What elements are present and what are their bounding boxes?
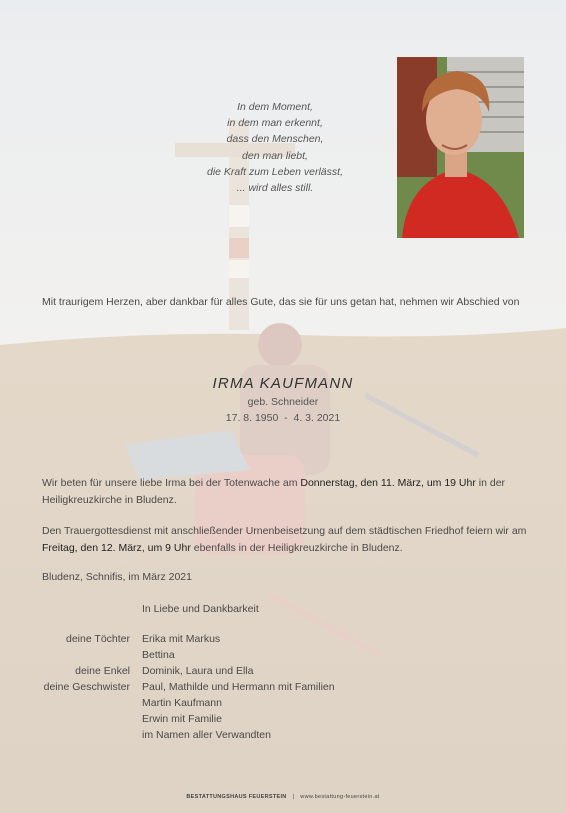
family-names: im Namen aller Verwandten bbox=[142, 729, 271, 741]
closing-line: In Liebe und Dankbarkeit bbox=[142, 603, 259, 615]
footer-separator: | bbox=[292, 794, 295, 800]
poem-line: ... wird alles still. bbox=[236, 182, 314, 195]
family-names: Dominik, Laura und Ella bbox=[142, 665, 254, 677]
footer-brand: BESTATTUNGSHAUS FEUERSTEIN bbox=[186, 794, 287, 800]
poem-line: In dem Moment, bbox=[237, 101, 313, 113]
family-label: deine Töchter bbox=[65, 633, 130, 645]
life-dates: 17. 8. 1950 - 4. 3. 2021 bbox=[225, 412, 341, 424]
family-row bbox=[0, 681, 566, 697]
family-row bbox=[0, 665, 566, 681]
funeral-text: Den Trauergottesdienst mit anschließender Urnenbeisetzung auf dem städtischen Friedhof feiern wir am bbox=[42, 525, 527, 537]
poem bbox=[175, 99, 375, 196]
place-date: Bludenz, Schnifis, im März 2021 bbox=[42, 571, 192, 583]
funeral-datetime: Freitag, den 12. März, um 9 Uhr bbox=[42, 542, 191, 554]
family-row bbox=[0, 697, 566, 713]
family-list bbox=[0, 633, 566, 745]
family-names: Bettina bbox=[142, 649, 175, 661]
family-row bbox=[0, 649, 566, 665]
maiden-name: geb. Schneider bbox=[247, 396, 319, 408]
family-row bbox=[0, 729, 566, 745]
portrait-photo bbox=[397, 57, 524, 238]
vigil-paragraph bbox=[42, 475, 527, 509]
poem-line: dass den Menschen, bbox=[226, 133, 324, 146]
poem-line: in dem man erkennt, bbox=[227, 117, 323, 130]
funeral-paragraph bbox=[42, 523, 527, 557]
vigil-text: Wir beten für unsere liebe Irma bei der Totenwache am bbox=[42, 477, 301, 489]
footer bbox=[0, 794, 566, 800]
vigil-location: in der Heiligkreuzkirche in Bludenz. bbox=[42, 477, 506, 506]
intro-text: Mit traurigem Herzen, aber dankbar für alles Gute, das sie für uns getan hat, nehmen wir Abschied von bbox=[42, 296, 520, 308]
footer-url[interactable]: www.bestattung-feuerstein.at bbox=[300, 794, 380, 800]
family-names: Martin Kaufmann bbox=[142, 697, 222, 709]
family-names: Paul, Mathilde und Hermann mit Familien bbox=[142, 681, 335, 693]
family-row bbox=[0, 633, 566, 649]
deceased-name: IRMA KAUFMANN bbox=[212, 375, 354, 392]
poem-line: die Kraft zum Leben verlässt, bbox=[207, 165, 343, 178]
family-names: Erika mit Markus bbox=[142, 633, 221, 645]
family-names: Erwin mit Familie bbox=[142, 713, 222, 725]
vigil-datetime: Donnerstag, den 11. März, um 19 Uhr bbox=[300, 477, 476, 489]
funeral-location: ebenfalls in der Heiligkreuzkirche in Bludenz. bbox=[190, 542, 403, 554]
family-row bbox=[0, 713, 566, 729]
family-label: deine Enkel bbox=[75, 665, 130, 677]
poem-line: den man liebt, bbox=[242, 149, 308, 162]
family-label: deine Geschwister bbox=[43, 681, 130, 693]
